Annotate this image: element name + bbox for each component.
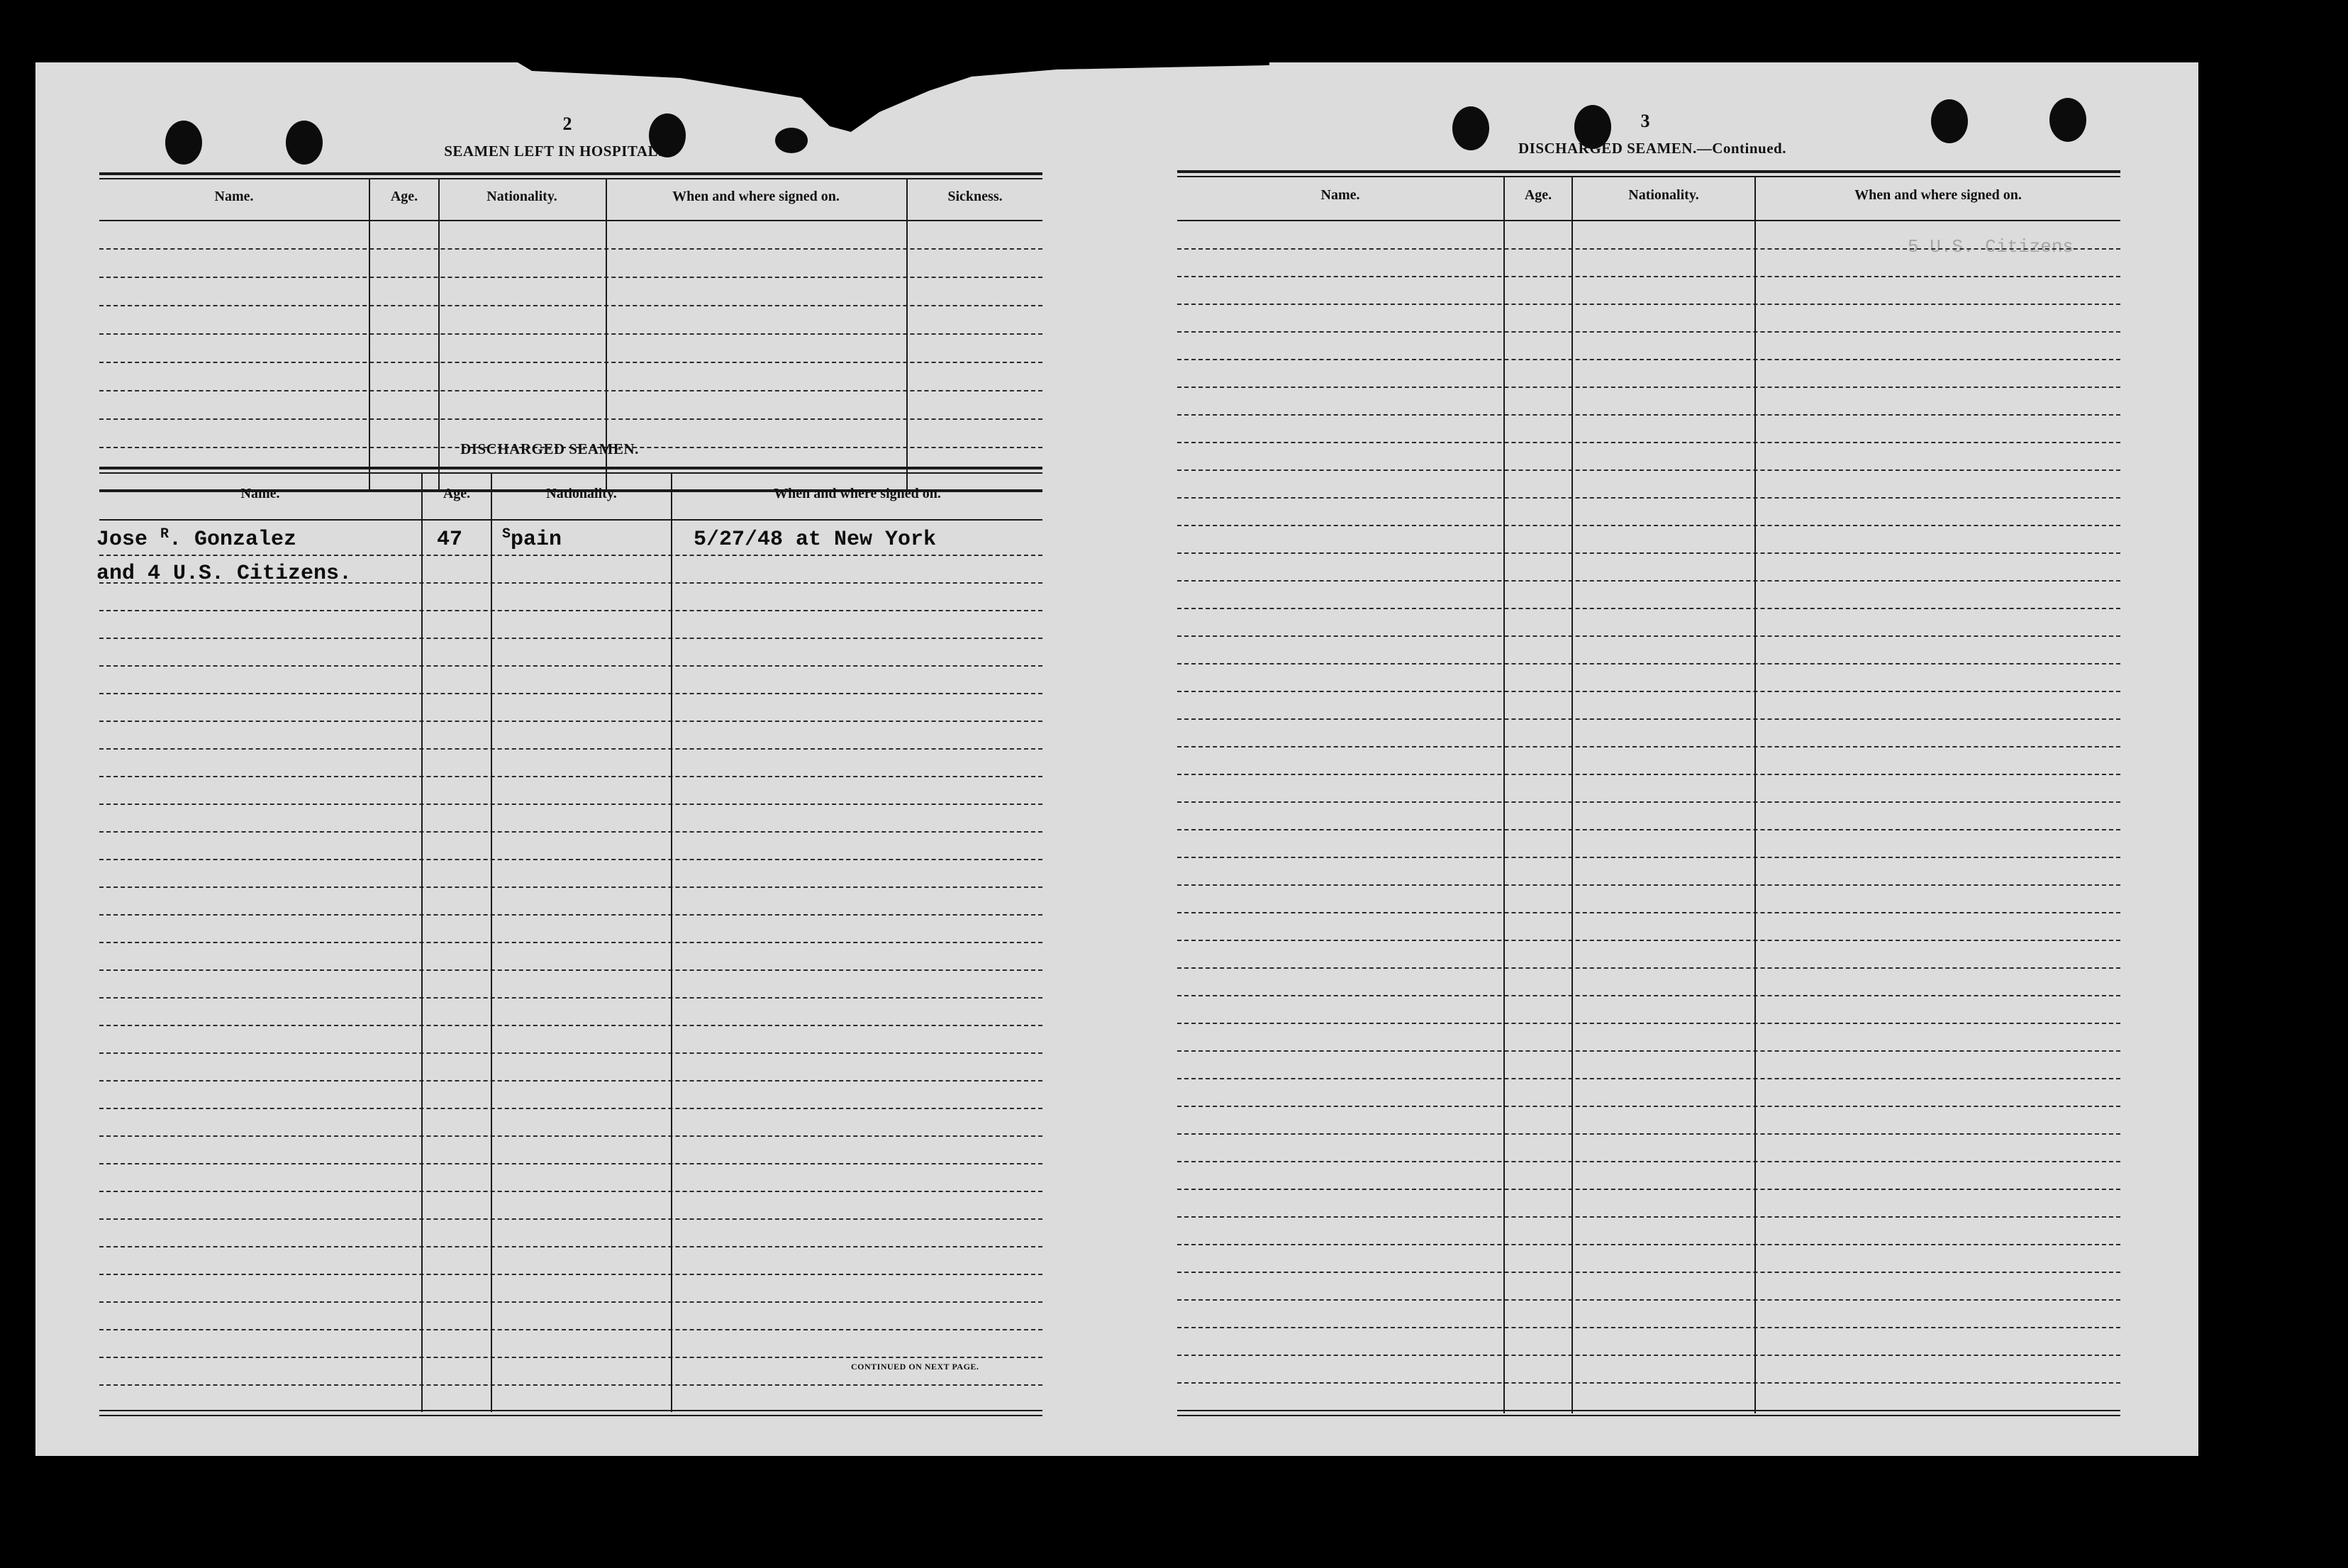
hospital-col-name: Name.	[214, 189, 254, 204]
ruled-line	[99, 1301, 1042, 1303]
ruled-line	[1177, 1244, 2120, 1245]
hospital-col-sickness: Sickness.	[947, 189, 1003, 204]
ruled-line	[99, 248, 1042, 250]
ruled-line	[1177, 635, 2120, 637]
ruled-line	[99, 1246, 1042, 1247]
ruled-line	[1177, 525, 2120, 526]
ruled-line	[99, 693, 1042, 694]
ruled-line	[1177, 967, 2120, 969]
ruled-line	[1177, 469, 2120, 471]
ruled-line	[99, 555, 1042, 556]
ruled-line	[1177, 1161, 2120, 1162]
punch-hole	[165, 121, 202, 165]
ruled-line	[1177, 1050, 2120, 1052]
right-col-name: Name.	[1320, 187, 1360, 203]
ruled-line	[1177, 304, 2120, 305]
ruled-line	[99, 859, 1042, 860]
ruled-line	[1177, 1189, 2120, 1190]
ruled-line	[1177, 1327, 2120, 1328]
ruled-line	[99, 1329, 1042, 1330]
ruled-line	[1177, 995, 2120, 996]
rule	[1177, 1410, 2120, 1411]
ruled-line	[99, 638, 1042, 639]
ruled-line	[1177, 912, 2120, 913]
ruled-line	[1177, 857, 2120, 858]
rule	[671, 472, 672, 1412]
ruled-line	[1177, 801, 2120, 803]
ruled-line	[1177, 1078, 2120, 1079]
ruled-line	[1177, 718, 2120, 720]
ruled-line	[99, 886, 1042, 888]
ruled-line	[99, 721, 1042, 722]
ruled-line	[1177, 774, 2120, 775]
ruled-line	[1177, 663, 2120, 665]
ruled-line	[99, 748, 1042, 750]
discharged-row-1-nationality: $^S$pain	[502, 526, 562, 552]
punch-hole	[286, 121, 323, 165]
page-number-left: 2	[562, 113, 572, 134]
ruled-line	[99, 942, 1042, 943]
rule	[1177, 1415, 2120, 1416]
ruled-line	[1177, 276, 2120, 277]
ruled-line	[1177, 829, 2120, 830]
ruled-line	[99, 665, 1042, 667]
discharged-col-age: Age.	[443, 486, 471, 501]
hospital-section-title: SEAMEN LEFT IN HOSPITAL.	[444, 143, 662, 160]
manifest-sheet	[35, 62, 2198, 1456]
ruled-line	[99, 1052, 1042, 1054]
rule	[99, 519, 1042, 521]
ruled-line	[1177, 691, 2120, 692]
ruled-line	[1177, 580, 2120, 582]
right-col-age: Age.	[1524, 187, 1552, 203]
rule	[1503, 176, 1505, 1413]
rule	[99, 220, 1042, 221]
ruled-line	[99, 1384, 1042, 1386]
ruled-line	[1177, 940, 2120, 941]
ruled-line	[99, 1191, 1042, 1192]
rule	[1754, 176, 1756, 1413]
hospital-col-age: Age.	[390, 189, 418, 204]
ruled-line	[99, 1274, 1042, 1275]
ruled-line	[99, 1080, 1042, 1082]
torn-edge	[518, 62, 1269, 148]
discharged-row-1-signed-on: 5/27/48 at New York	[694, 528, 937, 552]
discharged-col-name: Name.	[240, 486, 280, 501]
continued-footer: CONTINUED ON NEXT PAGE.	[851, 1362, 979, 1372]
ruled-line	[1177, 1272, 2120, 1273]
ruled-line	[99, 390, 1042, 391]
ruled-line	[1177, 248, 2120, 250]
ruled-line	[99, 305, 1042, 306]
ruled-line	[99, 831, 1042, 833]
ruled-line	[1177, 552, 2120, 554]
ruled-line	[1177, 608, 2120, 609]
ruled-line	[99, 804, 1042, 805]
rule	[99, 178, 1042, 179]
ruled-line	[99, 1135, 1042, 1137]
right-col-signed-on: When and where signed on.	[1854, 187, 2022, 203]
ruled-line	[99, 969, 1042, 971]
ruled-line	[99, 610, 1042, 611]
ruled-line	[1177, 1106, 2120, 1107]
ruled-line	[99, 776, 1042, 777]
ruled-line	[1177, 746, 2120, 747]
ruled-line	[99, 362, 1042, 363]
ruled-line	[99, 333, 1042, 335]
ruled-line	[99, 1218, 1042, 1220]
ruled-line	[1177, 442, 2120, 443]
discharged-col-signed-on: When and where signed on.	[774, 486, 941, 501]
ruled-line	[1177, 1355, 2120, 1356]
punch-hole	[1931, 99, 1968, 143]
ruled-line	[99, 1108, 1042, 1109]
ruled-line	[1177, 331, 2120, 333]
ruled-line	[99, 1163, 1042, 1164]
ruled-line	[1177, 1216, 2120, 1218]
discharged-row-1-name: Jose $^R$. Gonzalez	[96, 526, 297, 552]
rule	[99, 472, 1042, 474]
page-number-right: 3	[1640, 111, 1650, 131]
discharged-row-2-name: and 4 U.S. Citizens.	[96, 562, 352, 586]
ruled-line	[1177, 884, 2120, 886]
ruled-line	[1177, 414, 2120, 416]
rule	[906, 178, 908, 490]
rule	[99, 1415, 1042, 1416]
bleed-through-text: 5 U.S. Citizens	[1908, 236, 2074, 257]
ruled-line	[1177, 359, 2120, 360]
ruled-line	[1177, 1023, 2120, 1024]
rule	[369, 178, 370, 490]
ruled-line	[1177, 497, 2120, 499]
ruled-line	[99, 997, 1042, 999]
rule	[1177, 170, 2120, 173]
ruled-line	[99, 914, 1042, 916]
discharged-col-nationality: Nationality.	[546, 486, 617, 501]
rule	[99, 1410, 1042, 1411]
ruled-line	[1177, 1133, 2120, 1135]
right-col-nationality: Nationality.	[1628, 187, 1699, 203]
ruled-line	[1177, 1299, 2120, 1301]
ruled-line	[1177, 1382, 2120, 1384]
ruled-line	[1177, 387, 2120, 388]
rule	[99, 172, 1042, 175]
punch-hole	[2049, 98, 2086, 142]
discharged-row-1-age: 47	[437, 528, 463, 552]
rule	[421, 472, 423, 1412]
right-section-title: DISCHARGED SEAMEN.—Continued.	[1518, 140, 1786, 157]
ruled-line	[99, 418, 1042, 420]
rule	[491, 472, 492, 1412]
rule	[1177, 176, 2120, 177]
hospital-col-signed-on: When and where signed on.	[672, 189, 840, 204]
rule	[99, 467, 1042, 469]
ruled-line	[99, 277, 1042, 278]
ruled-line	[99, 1025, 1042, 1026]
ruled-line	[99, 1357, 1042, 1358]
rule	[1177, 220, 2120, 221]
rule	[1571, 176, 1573, 1413]
hospital-col-nationality: Nationality.	[486, 189, 557, 204]
discharged-section-title: DISCHARGED SEAMEN.	[460, 440, 639, 457]
